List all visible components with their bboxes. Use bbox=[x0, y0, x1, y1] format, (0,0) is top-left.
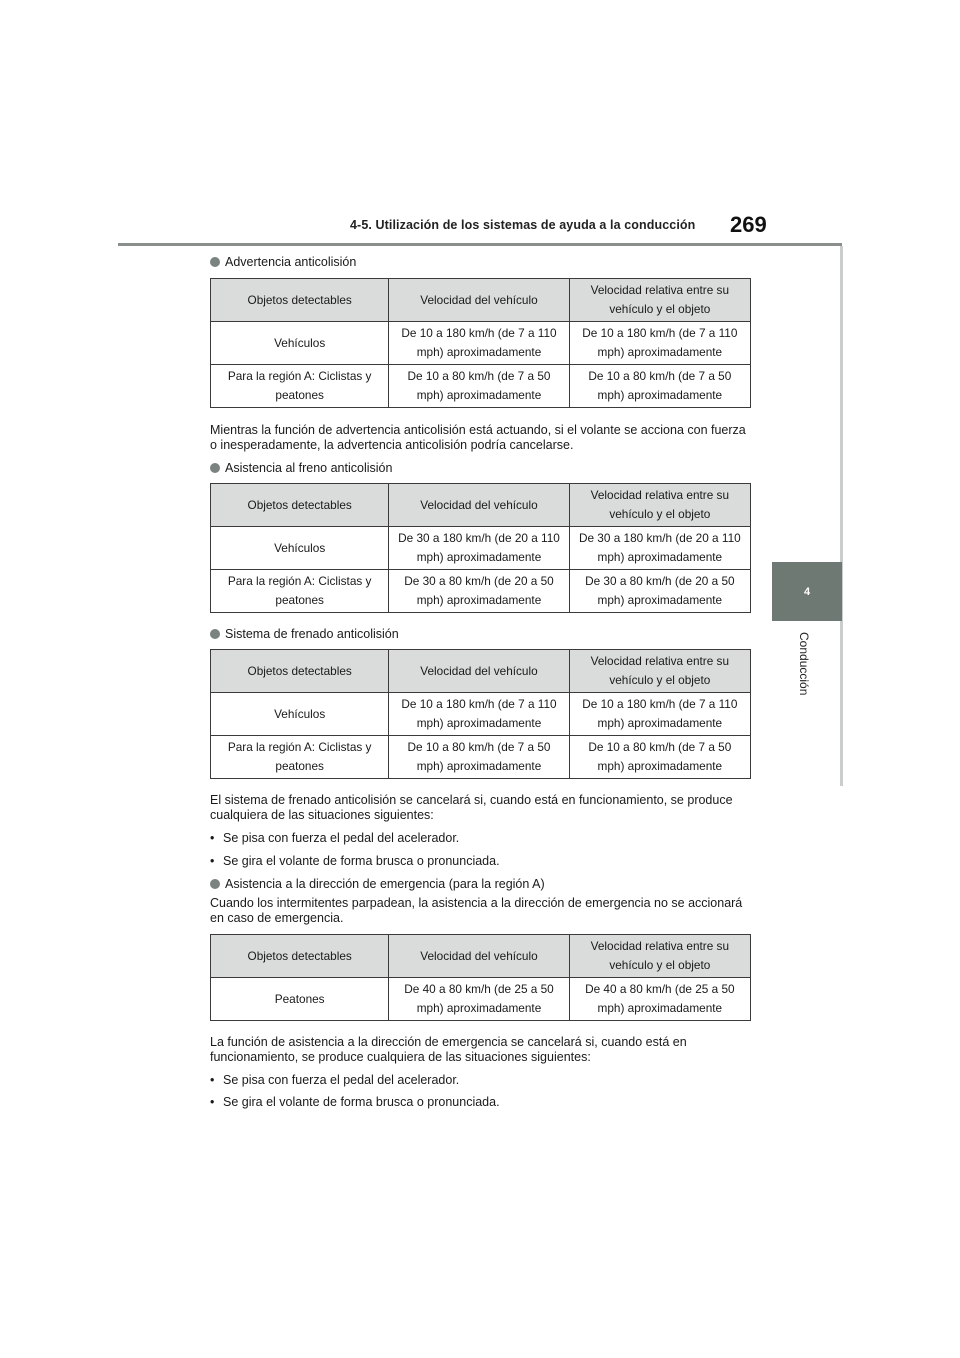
chapter-tab[interactable]: 4 bbox=[772, 562, 842, 621]
table-cell: De 10 a 180 km/h (de 7 a 110 mph) aproximadamente bbox=[389, 322, 569, 365]
table-cell: De 30 a 80 km/h (de 20 a 50 mph) aproximadamente bbox=[569, 570, 750, 613]
section-heading-asistencia-freno bbox=[210, 461, 752, 475]
table-cell: Para la región A: Ciclistas y peatones bbox=[211, 570, 389, 613]
page-header-title: 4-5. Utilización de los sistemas de ayuda a la conducción bbox=[350, 218, 696, 232]
chapter-label: Conducción bbox=[797, 632, 811, 696]
section-heading-frenado bbox=[210, 627, 752, 641]
table-row bbox=[211, 693, 751, 736]
list-item-text: Se gira el volante de forma brusca o pronunciada. bbox=[223, 1095, 500, 1109]
header-velocidad: Velocidad del vehículo bbox=[389, 650, 569, 693]
header-velocidad: Velocidad del vehículo bbox=[389, 484, 569, 527]
bullet-circle-icon bbox=[210, 629, 220, 639]
table-row bbox=[211, 322, 751, 365]
table-cell: De 10 a 80 km/h (de 7 a 50 mph) aproximadamente bbox=[389, 736, 569, 779]
bullet-circle-icon bbox=[210, 879, 220, 889]
table-header-row bbox=[211, 484, 751, 527]
section-heading-advertencia bbox=[210, 255, 752, 269]
header-divider bbox=[118, 243, 842, 246]
table-direccion bbox=[210, 934, 752, 1021]
section-heading-text: Asistencia al freno anticolisión bbox=[225, 461, 393, 475]
paragraph-advertencia-note: Mientras la función de advertencia anticolisión está actuando, si el volante se acciona con fuerza o inesperadamente, la advertencia anticolisión podría cancelarse. bbox=[210, 423, 746, 452]
table-cell: De 30 a 180 km/h (de 20 a 110 mph) aproximadamente bbox=[569, 527, 750, 570]
table-cell: De 10 a 80 km/h (de 7 a 50 mph) aproximadamente bbox=[569, 365, 750, 408]
table-row bbox=[211, 527, 751, 570]
table-cell: De 30 a 180 km/h (de 20 a 110 mph) aproximadamente bbox=[389, 527, 569, 570]
paragraph-frenado-note: El sistema de frenado anticolisión se cancelará si, cuando está en funcionamiento, se produce cualquiera de las situaciones siguientes: bbox=[210, 793, 733, 822]
table-cell: De 10 a 80 km/h (de 7 a 50 mph) aproximadamente bbox=[389, 365, 569, 408]
table-cell: De 40 a 80 km/h (de 25 a 50 mph) aproximadamente bbox=[389, 978, 569, 1021]
section-heading-text: Asistencia a la dirección de emergencia (para la región A) bbox=[225, 877, 545, 891]
table-cell: Vehículos bbox=[211, 527, 389, 570]
table-cell: Para la región A: Ciclistas y peatones bbox=[211, 736, 389, 779]
table-cell: De 10 a 180 km/h (de 7 a 110 mph) aproximadamente bbox=[389, 693, 569, 736]
list-item-text: Se pisa con fuerza el pedal del acelerador. bbox=[223, 831, 460, 845]
list-item: • Se gira el volante de forma brusca o pronunciada. bbox=[210, 854, 500, 868]
list-item: • Se pisa con fuerza el pedal del acelerador. bbox=[210, 831, 460, 845]
table-cell: De 10 a 80 km/h (de 7 a 50 mph) aproximadamente bbox=[569, 736, 750, 779]
table-row bbox=[211, 736, 751, 779]
table-cell: De 30 a 80 km/h (de 20 a 50 mph) aproximadamente bbox=[389, 570, 569, 613]
header-velocidad: Velocidad del vehículo bbox=[389, 279, 569, 322]
side-divider bbox=[840, 246, 843, 786]
header-velocidad-relativa: Velocidad relativa entre su vehículo y el objeto bbox=[569, 650, 750, 693]
table-header-row bbox=[211, 650, 751, 693]
table-cell: Vehículos bbox=[211, 322, 389, 365]
bullet-circle-icon bbox=[210, 463, 220, 473]
section-heading-text: Sistema de frenado anticolisión bbox=[225, 627, 399, 641]
table-cell: De 10 a 180 km/h (de 7 a 110 mph) aproximadamente bbox=[569, 322, 750, 365]
table-cell: Vehículos bbox=[211, 693, 389, 736]
section-heading-text: Advertencia anticolisión bbox=[225, 255, 357, 269]
list-item: • Se gira el volante de forma brusca o pronunciada. bbox=[210, 1095, 500, 1109]
header-objetos: Objetos detectables bbox=[211, 484, 389, 527]
table-header-row bbox=[211, 279, 751, 322]
page-number: 269 bbox=[730, 212, 767, 237]
list-item-text: Se pisa con fuerza el pedal del acelerador. bbox=[223, 1073, 460, 1087]
table-row bbox=[211, 978, 751, 1021]
table-row bbox=[211, 365, 751, 408]
table-header-row bbox=[211, 935, 751, 978]
header-velocidad: Velocidad del vehículo bbox=[389, 935, 569, 978]
table-row bbox=[211, 570, 751, 613]
header-objetos: Objetos detectables bbox=[211, 279, 389, 322]
header-objetos: Objetos detectables bbox=[211, 935, 389, 978]
paragraph-direccion-intro: Cuando los intermitentes parpadean, la asistencia a la dirección de emergencia no se accionará en caso de emergencia. bbox=[210, 896, 743, 925]
table-advertencia bbox=[210, 278, 752, 408]
header-objetos: Objetos detectables bbox=[211, 650, 389, 693]
paragraph-direccion-note: La función de asistencia a la dirección de emergencia se cancelará si, cuando está en funcionamiento, se produce cualquiera de las situaciones siguientes: bbox=[210, 1035, 687, 1064]
table-asistencia-freno bbox=[210, 483, 752, 613]
bullet-circle-icon bbox=[210, 257, 220, 267]
list-item-text: Se gira el volante de forma brusca o pronunciada. bbox=[223, 854, 500, 868]
table-cell: De 40 a 80 km/h (de 25 a 50 mph) aproximadamente bbox=[569, 978, 750, 1021]
table-cell: Para la región A: Ciclistas y peatones bbox=[211, 365, 389, 408]
header-velocidad-relativa: Velocidad relativa entre su vehículo y el objeto bbox=[569, 484, 750, 527]
table-cell: Peatones bbox=[211, 978, 389, 1021]
section-heading-direccion bbox=[210, 877, 752, 891]
table-frenado bbox=[210, 649, 752, 779]
list-item: • Se pisa con fuerza el pedal del acelerador. bbox=[210, 1073, 460, 1087]
header-velocidad-relativa: Velocidad relativa entre su vehículo y el objeto bbox=[569, 279, 750, 322]
table-cell: De 10 a 180 km/h (de 7 a 110 mph) aproximadamente bbox=[569, 693, 750, 736]
header-velocidad-relativa: Velocidad relativa entre su vehículo y el objeto bbox=[569, 935, 750, 978]
